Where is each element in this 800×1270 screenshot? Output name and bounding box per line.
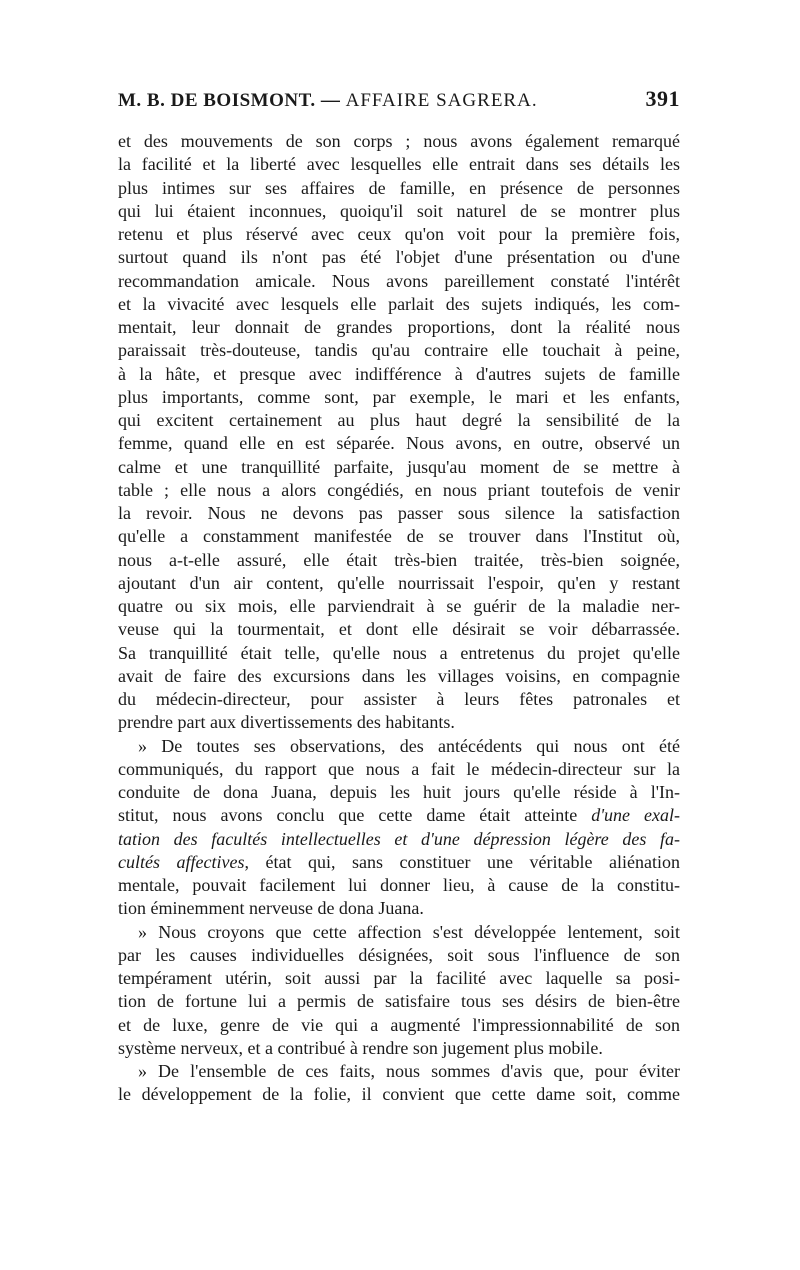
text-line: » Nous croyons que cette affection s'est développée lentement, soit [138, 921, 680, 942]
text-line: qu'elle a constamment manifestée de se trouver dans l'Institut où, [118, 526, 680, 547]
text-line: prendre part aux divertissements des habitants. [118, 712, 455, 733]
text-line: » De l'ensemble de ces faits, nous sommes d'avis que, pour éviter [138, 1061, 680, 1081]
text-line: ajoutant d'un air content, qu'elle nourrissait l'espoir, qu'en y restant [118, 572, 680, 593]
paragraph-3 [118, 921, 680, 1061]
text-line: paraissait très-douteuse, tandis qu'au contraire elle touchait à peine, [118, 340, 680, 361]
text-line: tion de fortune lui a permis de satisfaire tous ses désirs de bien-être [118, 991, 680, 1012]
text-line: mentale, pouvait facilement lui donner lieu, à cause de la constitu- [118, 875, 680, 895]
italic-segment: cultés affectives [118, 851, 245, 872]
text-line: et des mouvements de son corps ; nous avons également remarqué [118, 131, 680, 151]
text-line: la revoir. Nous ne devons pas passer sous silence la satisfaction [118, 503, 680, 523]
text-line [118, 851, 680, 874]
text-line: la facilité et la liberté avec lesquelles elle entrait dans ses détails les [118, 154, 680, 175]
text-line: du médecin-directeur, pour assister à leurs fêtes patronales et [118, 689, 680, 709]
text-line: surtout quand ils n'ont pas été l'objet d'une présentation ou d'une [118, 247, 680, 268]
text-line: recommandation amicale. Nous avons pareillement constaté l'intérêt [118, 270, 680, 291]
text-line: conduite de dona Juana, depuis les huit jours qu'elle réside à l'In- [118, 782, 680, 802]
running-head-separator: — [320, 90, 341, 111]
running-head-title [118, 90, 538, 112]
text-line: à la hâte, et presque avec indifférence à d'autres sujets de famille [118, 363, 680, 384]
paragraph-2 [118, 735, 680, 921]
text-line: et la vivacité avec lesquels elle parlait des sujets indiqués, les com- [118, 293, 680, 314]
text-line: Sa tranquillité était telle, qu'elle nous a entretenus du projet qu'elle [118, 642, 680, 663]
text-line: qui lui étaient inconnues, quoiqu'il soit naturel de se montrer plus [118, 200, 680, 221]
text-line: nous a-t-elle assuré, elle était très-bien traitée, très-bien soignée, [118, 549, 680, 570]
text-line: mentait, leur donnait de grandes proportions, dont la réalité nous [118, 317, 680, 337]
body-text [118, 130, 680, 1107]
text-line: tion éminemment nerveuse de dona Juana. [118, 898, 424, 919]
text-segment: stitut, nous avons conclu que cette dame était atteinte [118, 805, 592, 826]
paragraph-1 [118, 130, 680, 735]
text-segment: , état qui, sans constituer une véritable aliénation [244, 851, 680, 872]
paragraph-4 [118, 1060, 680, 1107]
text-line: et de luxe, genre de vie qui a augmenté l'impressionnabilité de son [118, 1014, 680, 1035]
italic-segment: tation des facultés intellectuelles et [118, 828, 422, 849]
text-line: plus importants, comme sont, par exemple, le mari et les enfants, [118, 386, 680, 407]
text-line: femme, quand elle en est séparée. Nous avons, en outre, observé un [118, 433, 680, 454]
text-line: tempérament utérin, soit aussi par la facilité avec laquelle sa posi- [118, 968, 680, 988]
text-line: quatre ou six mois, elle parviendrait à se guérir de la maladie ner- [118, 596, 680, 616]
text-line: calme et une tranquillité parfaite, jusqu'au moment de se mettre à [118, 456, 680, 477]
running-head-affair: AFFAIRE SAGRERA. [345, 90, 538, 111]
text-line [118, 804, 680, 827]
text-line: système nerveux, et a contribué à rendre son jugement plus mobile. [118, 1037, 603, 1058]
text-line: plus intimes sur ses affaires de famille, en présence de personnes [118, 177, 680, 198]
text-line: table ; elle nous a alors congédiés, en nous priant toutefois de venir [118, 479, 680, 500]
running-head-author: M. B. DE BOISMONT. [118, 90, 316, 111]
text-line: avait de faire des excursions dans les villages voisins, en compagnie [118, 665, 680, 686]
text-line: le développement de la folie, il convient que cette dame soit, comme [118, 1084, 680, 1105]
italic-segment: d'une dépression légère des fa- [421, 828, 680, 849]
text-line: qui excitent certainement au plus haut degré la sensibilité de la [118, 410, 680, 430]
text-line: par les causes individuelles désignées, soit sous l'influence de son [118, 944, 680, 965]
italic-segment: d'une exal- [591, 805, 680, 826]
text-line [118, 828, 680, 851]
text-line: veuse qui la tourmentait, et dont elle désirait se voir débarrassée. [118, 619, 680, 640]
text-line: retenu et plus réservé avec ceux qu'on voit pour la première fois, [118, 224, 680, 244]
text-line: » De toutes ses observations, des antécédents qui nous ont été [138, 735, 680, 756]
running-head [118, 86, 680, 112]
text-line: communiqués, du rapport que nous a fait le médecin-directeur sur la [118, 758, 680, 779]
page-number: 391 [645, 86, 680, 111]
